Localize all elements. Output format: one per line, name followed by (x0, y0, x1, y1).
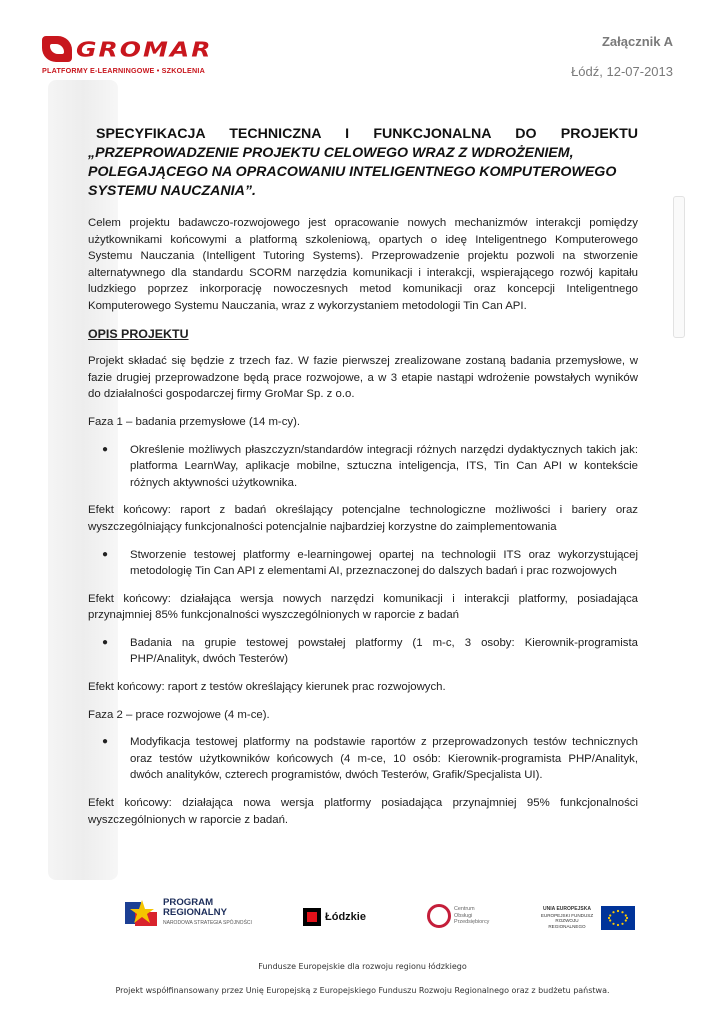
effect-paragraph: Efekt końcowy: raport z badań określający potencjalne technologiczne możliwości i bariery oraz wyszczególniający funkcjonalności potencjalnie najbardziej korzystne do zaimplementowania (88, 504, 638, 533)
lodzkie-logo (303, 908, 366, 926)
ue-line-1: UNIA EUROPEJSKA (543, 906, 591, 912)
eu-flag-icon (601, 906, 635, 930)
title-line-2: „PRZEPROWADZENIE PROJEKTU CELOWEGO WRAZ Z WDROŻENIEM, POLEGAJĄCEGO NA OPRACOWANIU INTELIGENTNEGO KOMPUTEROWEGO SYSTEMU NAUCZANIA”. (88, 145, 617, 199)
cop-line-3: Przedsiębiorcy (454, 919, 490, 926)
effect-paragraph: Efekt końcowy: działająca nowa wersja platformy posiadająca przynajmniej 95% funkcjonalności wyszczególnionych w raporcie z badań. (88, 797, 638, 826)
cop-line-1: Centrum (454, 906, 475, 913)
footer-logos (125, 898, 635, 942)
gromar-logo (42, 34, 217, 80)
effect-paragraph: Efekt końcowy: raport z testów określający kierunek prac rozwojowych. (88, 681, 446, 694)
lodzkie-label: Łódzkie (325, 911, 366, 923)
cop-line-2: Obsługi (454, 912, 473, 919)
list-item (102, 734, 638, 784)
logo-word: GROMAR (76, 37, 213, 61)
list-item-text: Określenie możliwych płaszczyzn/standardów integracji różnych narzędzi dydaktycznych takich jak: platforma LearnWay, aplikacje mobilne, sztuczna inteligencja, ITS, Tin Can API w kontekście różnych aktywności użytkownika. (130, 443, 638, 489)
program-regionalny-star-icon (125, 898, 159, 928)
phase-2-heading: Faza 2 – prace rozwojowe (4 m-ce). (88, 708, 270, 721)
intro-paragraph: Celem projektu badawczo-rozwojowego jest opracowanie nowych mechanizmów interakcji pomiędzy użytkownikami końcowymi a platformą szkoleniową, opartych o ideę Inteligentnego Komputerowego Systemu Nauczania (Intelligent Tutoring Systems). Przeprowadzenie projektu pozwoli na stworzenie alternatywnego dla standardu SCORM narzędzia komunikacji i interakcji, wspierającego rozwój kapitału ludzkiego poprzez inkorporację nowoczesnych metod komunikacji oraz koncepcji Inteligentnego Komputerowego Systemu Nauczania, wraz z wykorzystaniem metodologii Tin Can API. (88, 217, 638, 312)
list-item-text: Badania na grupie testowej powstałej platformy (1 m-c, 3 osoby: Kierownik-programista PHP/Analityk, dwóch Testerów) (130, 636, 638, 666)
bullet-icon: ● (102, 636, 109, 648)
list-item (102, 547, 638, 580)
document-body (88, 215, 638, 839)
title-line-1: SPECYFIKACJA TECHNICZNA I FUNKCJONALNA DO PROJEKTU (96, 126, 638, 142)
ue-line-2: EUROPEJSKI FUNDUSZ (540, 912, 594, 918)
project-description: Projekt składać się będzie z trzech faz. W fazie pierwszej zrealizowane zostaną badania przemysłowe, w fazie drugiej przeprowadzone będą prace rozwojowe, a w 3 etapie nastąpi wdrożenie powstałych wyników do działalności gospodarczej firmy GroMar Sp. z o.o. (88, 355, 638, 401)
bullet-icon: ● (102, 736, 109, 748)
annex-label: Załącznik A (601, 34, 673, 49)
list-item-text: Modyfikacja testowej platformy na podstawie raportów z przeprowadzonych testów technicznych oraz testów użytkowników końcowych (4 m-ce, 10 osób: Kierownik-programista PHP/Analityk, dwóch analityków, czterech programistów, dwóch Testerów, Grafik/Specjalista UI). (130, 736, 638, 782)
bullet-icon: ● (102, 548, 109, 560)
program-line-3: NARODOWA STRATEGIA SPÓJNOŚCI (163, 920, 252, 926)
list-item-text: Stworzenie testowej platformy e-learningowej opartej na technologii ITS oraz wykorzystującej metodologię Tin Can API z elementami AI, przeznaczonej do dalszych badań i prac rozwojowych (130, 548, 638, 578)
list-item (102, 635, 638, 668)
footer-funds-line: Fundusze Europejskie dla rozwoju regionu łódzkiego (258, 962, 467, 971)
logo-tagline: PLATFORMY E-LEARNINGOWE • SZKOLENIA (42, 66, 205, 75)
footer-cofinancing-line: Projekt współfinansowany przez Unię Europejską z Europejskiego Funduszu Rozwoju Regionalnego oraz z budżetu państwa. (115, 986, 610, 995)
document-date: Łódź, 12-07-2013 (571, 64, 673, 79)
phase-1-heading: Faza 1 – badania przemysłowe (14 m-cy). (88, 415, 301, 428)
margin-mark (673, 196, 685, 338)
effect-paragraph: Efekt końcowy: działająca wersja nowych narzędzi komunikacji i interakcji platformy, posiadająca przynajmniej 85% funkcjonalności wyszczególnionych w raporcie z badań (88, 592, 638, 622)
program-regionalny-logo (125, 898, 252, 928)
bullet-icon: ● (102, 443, 109, 455)
cop-logo-icon (427, 904, 451, 928)
gromar-logo-icon (42, 36, 72, 62)
ue-line-3: ROZWOJU REGIONALNEGO (548, 918, 586, 929)
header-right (571, 34, 673, 79)
program-line-2: REGIONALNY (163, 907, 227, 918)
eu-logo (537, 906, 635, 930)
cop-logo (427, 904, 489, 928)
document-title (88, 125, 638, 201)
program-line-1: PROGRAM (163, 897, 214, 908)
lodzkie-logo-icon (303, 908, 321, 926)
section-heading: OPIS PROJEKTU (88, 326, 189, 341)
list-item (102, 442, 638, 492)
